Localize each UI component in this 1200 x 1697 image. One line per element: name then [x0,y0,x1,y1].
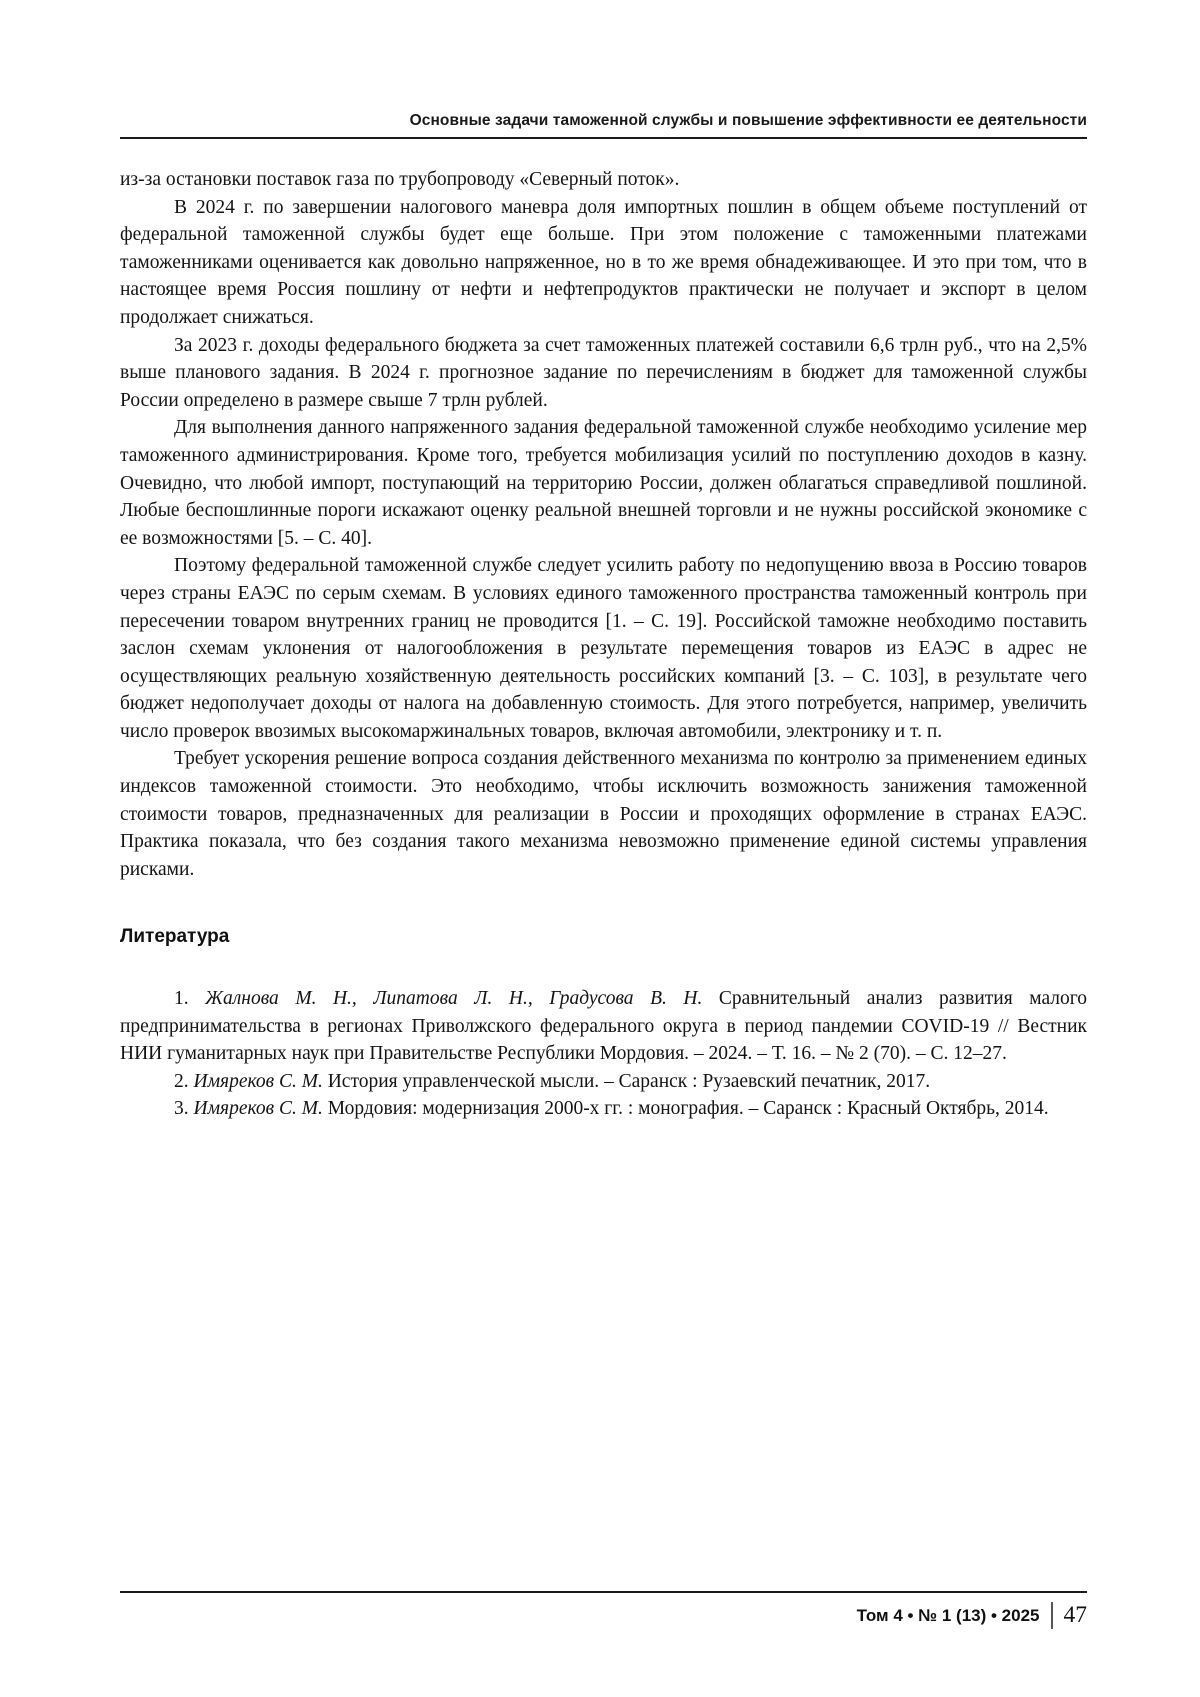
reference-authors: Имяреков С. М. [193,1098,323,1120]
reference-number: 2. [174,1070,189,1092]
reference-item [120,985,1087,1068]
page-footer [120,1591,1087,1629]
header-rule [120,137,1087,139]
paragraph: За 2023 г. доходы федерального бюджета за счет таможенных платежей составили 6,6 трлн руб., что на 2,5% выше планового задания. В 2024 г. прогнозное задание по перечислениям в бюджет для таможенной службы России определено в размере свыше 7 трлн рублей. [120,334,1087,411]
paragraph: Требует ускорения решение вопроса создания действенного механизма по контролю за применением единых индексов таможенной стоимости. Это необходимо, чтобы исключить возможность занижения таможенной стоимости товаров, предназначенных для реализации в России и проходящих оформление в странах ЕАЭС. Практика показала, что без создания такого механизма невозможно применение единой системы управления рисками. [120,748,1087,880]
page-header [120,112,1087,139]
reference-text: Мордовия: модернизация 2000-х гг. : монография. – Саранск : Красный Октябрь, 2014. [327,1098,1049,1120]
footer-row [120,1602,1087,1629]
reference-authors: Имяреков С. М. [193,1070,323,1092]
running-head-title: Основные задачи таможенной службы и повышение эффективности ее деятельности [409,112,1087,129]
footer-divider [1051,1602,1053,1629]
footer-rule [120,1591,1087,1593]
reference-item [120,1068,1087,1096]
paragraph: Поэтому федеральной таможенной службе следует усилить работу по недопущению ввоза в Россию товаров через страны ЕАЭС по серым схемам. В условиях единого таможенного пространства таможенный контроль при пересечении товаром внутренних границ не проводится [1. – С. 19]. Российской таможне необходимо поставить заслон схемам уклонения от налогообложения в результате перемещения товаров из ЕАЭС в адрес не осуществляющих реальную хозяйственную деятельность российских компаний [3. – С. 103], в результате чего бюджет недополучает доходы от налога на добавленную стоимость. Для этого потребуется, например, увеличить число проверок ввозимых высокомаржинальных товаров, включая автомобили, электронику и т. п. [120,555,1087,742]
volume-issue-info: Том 4 • № 1 (13) • 2025 [856,1605,1040,1625]
page-number: 47 [1063,1602,1087,1628]
reference-list [120,985,1087,1123]
literature-heading: Литература [120,926,230,948]
reference-text: История управленческой мысли. – Саранск : Рузаевский печатник, 2017. [327,1070,931,1092]
reference-text: Сравнительный анализ развития малого предпринимательства в регионах Приволжского федерального округа в период пандемии COVID-19 // Вестник НИИ гуманитарных наук при Правительстве Республики Мордовия. – 2024. – Т. 16. – № 2 (70). – С. 12–27. [120,988,1088,1065]
article-body [120,166,1087,1123]
paragraph: из-за остановки поставок газа по трубопроводу «Северный поток». [120,169,680,190]
paragraph: Для выполнения данного напряженного задания федеральной таможенной службе необходимо усиление мер таможенного администрирования. Кроме того, требуется мобилизация усилий по поступлению доходов в казну. Очевидно, что любой импорт, поступающий на территорию России, должен облагаться справедливой пошлиной. Любые беспошлинные пороги искажают оценку реальной внешней торговли и не нужны российской экономике с ее возможностями [5. – С. 40]. [120,417,1087,549]
reference-number: 1. [174,988,189,1010]
reference-item [120,1095,1087,1123]
reference-authors: Жалнова М. Н., Липатова Л. Н., Градусова В. Н. [205,988,703,1010]
reference-number: 3. [174,1098,189,1120]
paragraph: В 2024 г. по завершении налогового маневра доля импортных пошлин в общем объеме поступлений от федеральной таможенной службы будет еще больше. При этом положение с таможенными платежами таможенниками оценивается как довольно напряженное, но в то же время обнадеживающее. И это при том, что в настоящее время Россия пошлину от нефти и нефтепродуктов практически не получает и экспорт в целом продолжает снижаться. [120,196,1087,328]
